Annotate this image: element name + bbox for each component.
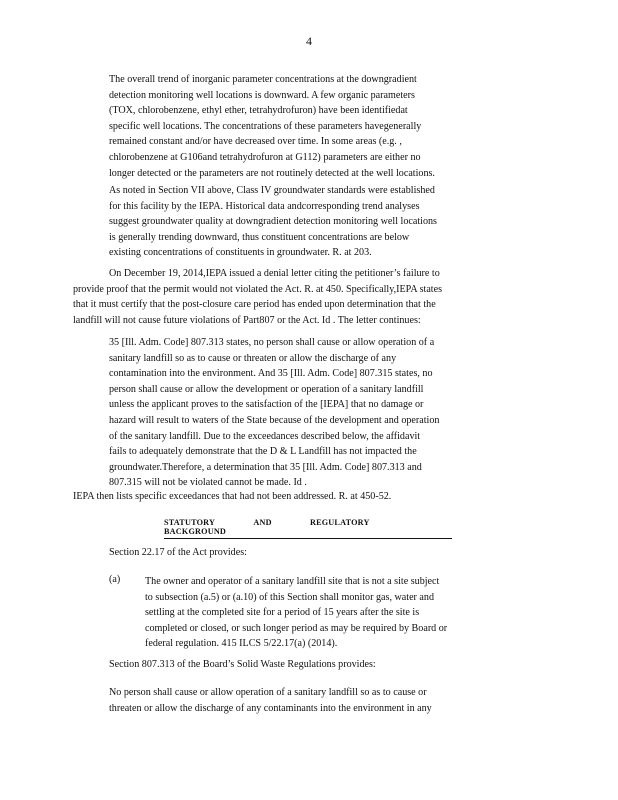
heading-word: BACKGROUND [164,527,227,536]
text-line: completed or closed, or such longer period as may be required by Board or [145,622,448,634]
paragraph-denial [73,266,442,328]
text-line: suggest groundwater quality at downgradient detection monitoring well locations [109,216,437,228]
text-line: Section 22.17 of the Act provides: [109,547,247,558]
text-line: contamination into the environment. And 35 [Ill. Adm. Code] 807.315 states, no [109,368,433,380]
text-line: (TOX, chlorobenzene, ethyl ether, tetrahydrofuron) have been identifiedat [109,105,408,117]
text-line: 35 [Ill. Adm. Code] 807.313 states, no person shall cause or allow operation of a [109,337,435,348]
text-line: remained constant and/or have decreased over time. In some areas (e.g. , [109,136,402,148]
text-line: that it must certify that the post-closure care period has ended upon determination that the [73,299,436,311]
list-item-a [145,574,447,652]
text-line: IEPA then lists specific exceedances that had not been addressed. R. at 450-52. [73,491,392,502]
paragraph-standards [109,183,437,261]
text-line: threaten or allow the discharge of any contaminants into the environment in any [109,702,432,714]
text-line: sanitary landfill so as to cause or threaten or allow the discharge of any [109,352,397,364]
block-quote-letter [109,335,439,491]
text-line: No person shall cause or allow operation of a sanitary landfill so as to cause or [109,687,427,698]
text-line: provide proof that the permit would not violated the Act. R. at 450. Specifically,IEPA states [73,283,443,295]
text-line: federal regulation. 415 ILCS 5/22.17(a) (2014). [145,638,338,650]
text-line: is generally trending downward, thus constituent concentrations are below [109,231,410,243]
text-line: of the sanitary landfill. Due to the exceedances described below, the affidavit [109,430,421,442]
text-line: As noted in Section VII above, Class IV groundwater standards were established [109,185,435,196]
text-line: groundwater.Therefore, a determination that 35 [Ill. Adm. Code] 807.313 and [109,461,422,473]
list-item-label: (a) [109,574,121,585]
section-intro-regulations [109,657,376,673]
text-line: Section 807.313 of the Board’s Solid Waste Regulations provides: [109,659,376,670]
paragraph-trend [109,72,483,181]
text-line: for this facility by the IEPA. Historical data andcorresponding trend analyses [109,200,420,212]
text-line: chlorobenzene at G106and tetrahydrofuron at G112) parameters are either no [109,151,421,163]
heading-word: STATUTORY [164,518,216,527]
section-intro-act [109,545,247,561]
text-line: The overall trend of inorganic parameter concentrations at the downgradient [109,74,417,85]
text-line: specific well locations. The concentrations of these parameters havegenerally [109,120,422,132]
text-line: detection monitoring well locations is downward. A few organic parameters [109,89,415,101]
text-line: longer detected or the parameters are not routinely detected at the well locations. [109,167,435,179]
text-line: existing concentrations of constituents in groundwater. R. at 203. [109,247,372,259]
text-line: The owner and operator of a sanitary landfill site that is not a site subject [145,576,440,587]
text-line: hazard will result to waters of the State because of the development and operation [109,414,440,426]
text-line: On December 19, 2014,IEPA issued a denial letter citing the petitioner’s failure to [109,268,440,279]
text-line: person shall cause or allow the development or operation of a sanitary landfill [109,383,424,395]
section-heading [164,518,452,539]
paragraph-exceedances [73,489,391,505]
page-number: 4 [306,34,312,48]
heading-word: AND [253,518,272,527]
text-line: unless the applicant proves to the satisfaction of the [IEPA] that no damage or [109,399,424,411]
text-line: to subsection (a.5) or (a.10) of this Section shall monitor gas, water and [145,591,435,603]
text-line: fails to adequately demonstrate that the D & L Landfill has not impacted the [109,446,417,458]
heading-word: REGULATORY [309,518,370,527]
text-line: 807.315 will not be violated cannot be made. Id . [109,477,307,489]
text-line: landfill will not cause future violations of Part807 or the Act. Id . The letter continues: [73,314,421,326]
block-quote-regulation [109,685,432,716]
text-line: settling at the completed site for a period of 15 years after the site is [145,607,420,619]
